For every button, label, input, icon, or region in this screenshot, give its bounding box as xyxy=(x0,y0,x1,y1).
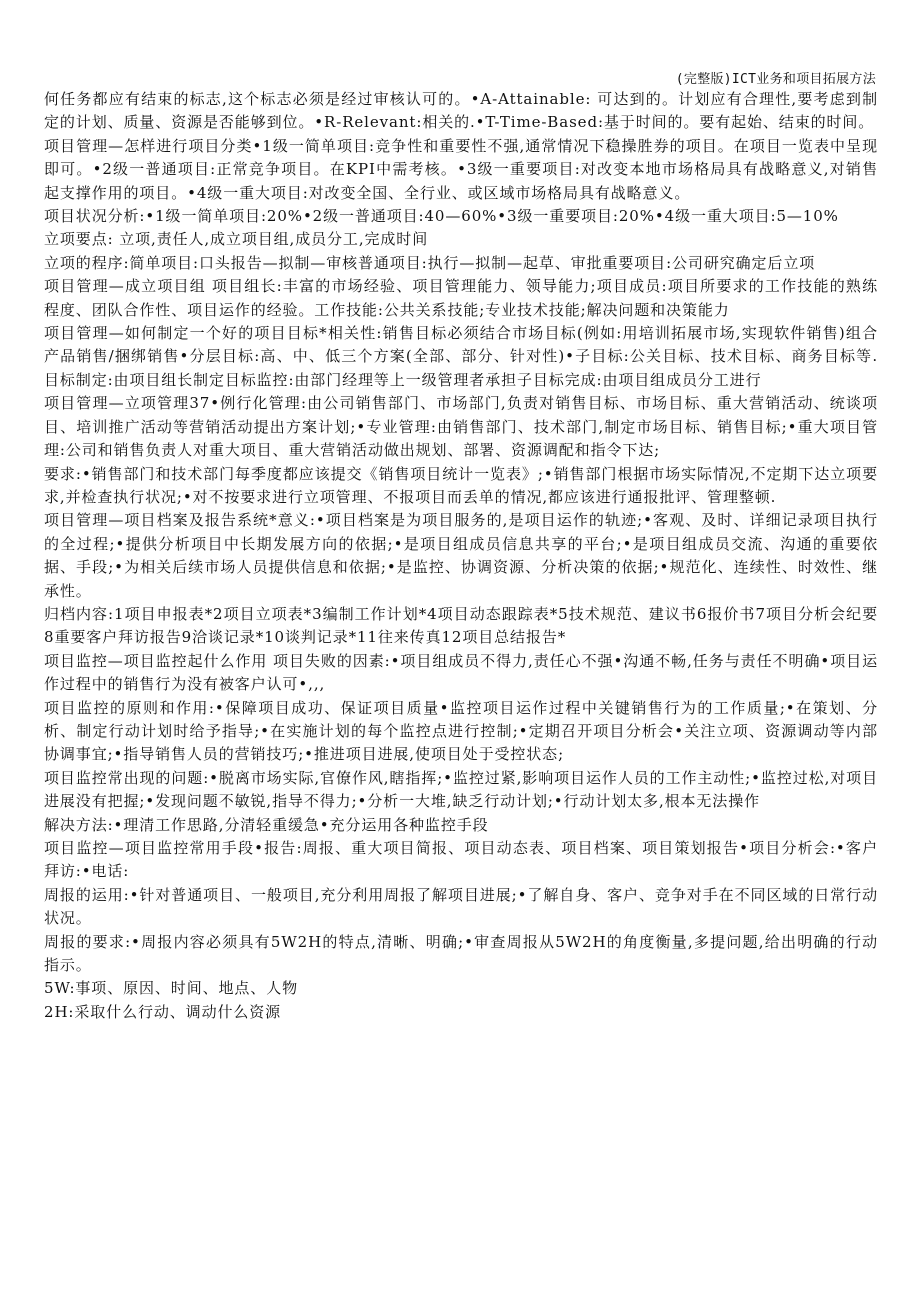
paragraph-weekly-report-usage: 周报的运用:•针对普通项目、一般项目,充分利用周报了解项目进展;•了解自身、客户、竞争对手在不同区域的日常行动状况。 xyxy=(44,885,878,928)
paragraph-project-status-analysis: 项目状况分析:•1级一简单项目:20%•2级一普通项目:40—60%•3级一重要项目:20%•4级一重大项目:5—10% xyxy=(44,207,839,226)
paragraph-requirements: 要求:•销售部门和技术部门每季度都应该提交《销售项目统计一览表》;•销售部门根据市场实际情况,不定期下达立项要求,并检查执行状况;•对不按要求进行立项管理、不报项目而丢单的情况,都应该进行通报批评、管理整顿. xyxy=(44,464,878,506)
paragraph-weekly-report-requirements: 周报的要求:•周报内容必须具有5W2H的特点,清晰、明确;•审查周报从5W2H的角度衡量,多提问题,给出明确的行动指示。 xyxy=(44,932,878,975)
paragraph-project-goals: 项目管理—如何制定一个好的项目目标*相关性:销售目标必须结合市场目标(例如:用培训拓展市场,实现软件销售)组合产品销售/捆绑销售•分层目标:高、中、低三个方案(全部、部分、针对性)•子目标:公关目标、技术目标、商务目标等.目标制定:由项目组长制定目标监控:由部门经理等上一级管理者承担子目标完成:由项目组成员分工进行 xyxy=(44,324,878,389)
paragraph-project-classification: 项目管理—怎样进行项目分类•1级一简单项目:竞争性和重要性不强,通常情况下稳操胜券的项目。在项目一览表中呈现即可。•2级一普通项目:正常竞争项目。在KPI中需考核。•3级一重要项目:对改变本地市场格局具有战略意义,对销售起支撑作用的项目。•4级一重大项目:对改变全国、全行业、或区域市场格局具有战略意义。 xyxy=(44,136,878,202)
paragraph-monitoring-principles: 项目监控的原则和作用:•保障项目成功、保证项目质量•监控项目运作过程中关键销售行为的工作质量;•在策划、分析、制定行动计划时给予指导;•在实施计划的每个监控点进行控制;•定期召开项目分析会•关注立项、资源调动等内部协调事宜;•指导销售人员的营销技巧;•推进项目进展,使项目处于受控状态; xyxy=(44,698,878,764)
paragraph-smart-criteria: 何任务都应有结束的标志,这个标志必须是经过审核认可的。•A-Attainable: 可达到的。计划应有合理性,要考虑到制定的计划、质量、资源是否能够到位。•R-Relevant:相关的.•T-Time-Based:基于时间的。要有起始、结束的时间。 xyxy=(44,90,878,132)
paragraph-archive-system: 项目管理—项目档案及报告系统*意义:•项目档案是为项目服务的,是项目运作的轨迹;•客观、及时、详细记录项目执行的全过程;•提供分析项目中长期发展方向的依据;•是项目组成员信息共享的平台;•是项目组成员交流、沟通的重要依据、手段;•为相关后续市场人员提供信息和依据;•是监控、协调资源、分析决策的依据;•规范化、连续性、时效性、继承性。 xyxy=(44,511,878,600)
document-body xyxy=(44,88,878,1024)
paragraph-solutions: 解决方法:•理清工作思路,分清轻重缓急•充分运用各种监控手段 xyxy=(44,815,489,834)
paragraph-approval-management: 项目管理—立项管理37•例行化管理:由公司销售部门、市场部门,负责对销售目标、市场目标、重大营销活动、统谈项目、培训推广活动等营销活动提出方案计划;•专业管理:由销售部门、技术部门,制定市场目标、销售目标;•重大项目管理:公司和销售负责人对重大项目、重大营销活动做出规划、部署、资源调配和指令下达; xyxy=(44,394,878,460)
paragraph-5w: 5W:事项、原因、时间、地点、人物 xyxy=(44,979,299,998)
paragraph-monitoring-role: 项目监控—项目监控起什么作用 项目失败的因素:•项目组成员不得力,责任心不强•沟通不畅,任务与责任不明确•项目运作过程中的销售行为没有被客户认可•,,, xyxy=(44,651,878,694)
paragraph-approval-procedure: 立项的程序:简单项目:口头报告—拟制—审核普通项目:执行—拟制—起草、审批重要项目:公司研究确定后立项 xyxy=(44,253,816,272)
paragraph-approval-points: 立项要点: 立项,责任人,成立项目组,成员分工,完成时间 xyxy=(44,230,429,249)
paragraph-2h: 2H:采取什么行动、调动什么资源 xyxy=(44,1002,282,1021)
paragraph-monitoring-methods: 项目监控—项目监控常用手段•报告:周报、重大项目简报、项目动态表、项目档案、项目策划报告•项目分析会:•客户拜访:•电话: xyxy=(44,839,878,881)
paragraph-monitoring-problems: 项目监控常出现的问题:•脱离市场实际,官僚作风,瞎指挥;•监控过紧,影响项目运作人员的工作主动性;•监控过松,对项目进展没有把握;•发现问题不敏锐,指导不得力;•分析一大堆,缺乏行动计划;•行动计划太多,根本无法操作 xyxy=(44,768,878,811)
paragraph-archive-contents: 归档内容:1项目申报表*2项目立项表*3编制工作计划*4项目动态跟踪表*5技术规范、建议书6报价书7项目分析会纪要8重要客户拜访报告9洽谈记录*10谈判记录*11往来传真12项目总结报告* xyxy=(44,604,878,647)
document-header-title: (完整版)ICT业务和项目拓展方法 xyxy=(675,72,876,87)
paragraph-project-team: 项目管理—成立项目组 项目组长:丰富的市场经验、项目管理能力、领导能力;项目成员:项目所要求的工作技能的熟练程度、团队合作性、项目运作的经验。工作技能:公共关系技能;专业技术技能;解决问题和决策能力 xyxy=(44,277,878,319)
